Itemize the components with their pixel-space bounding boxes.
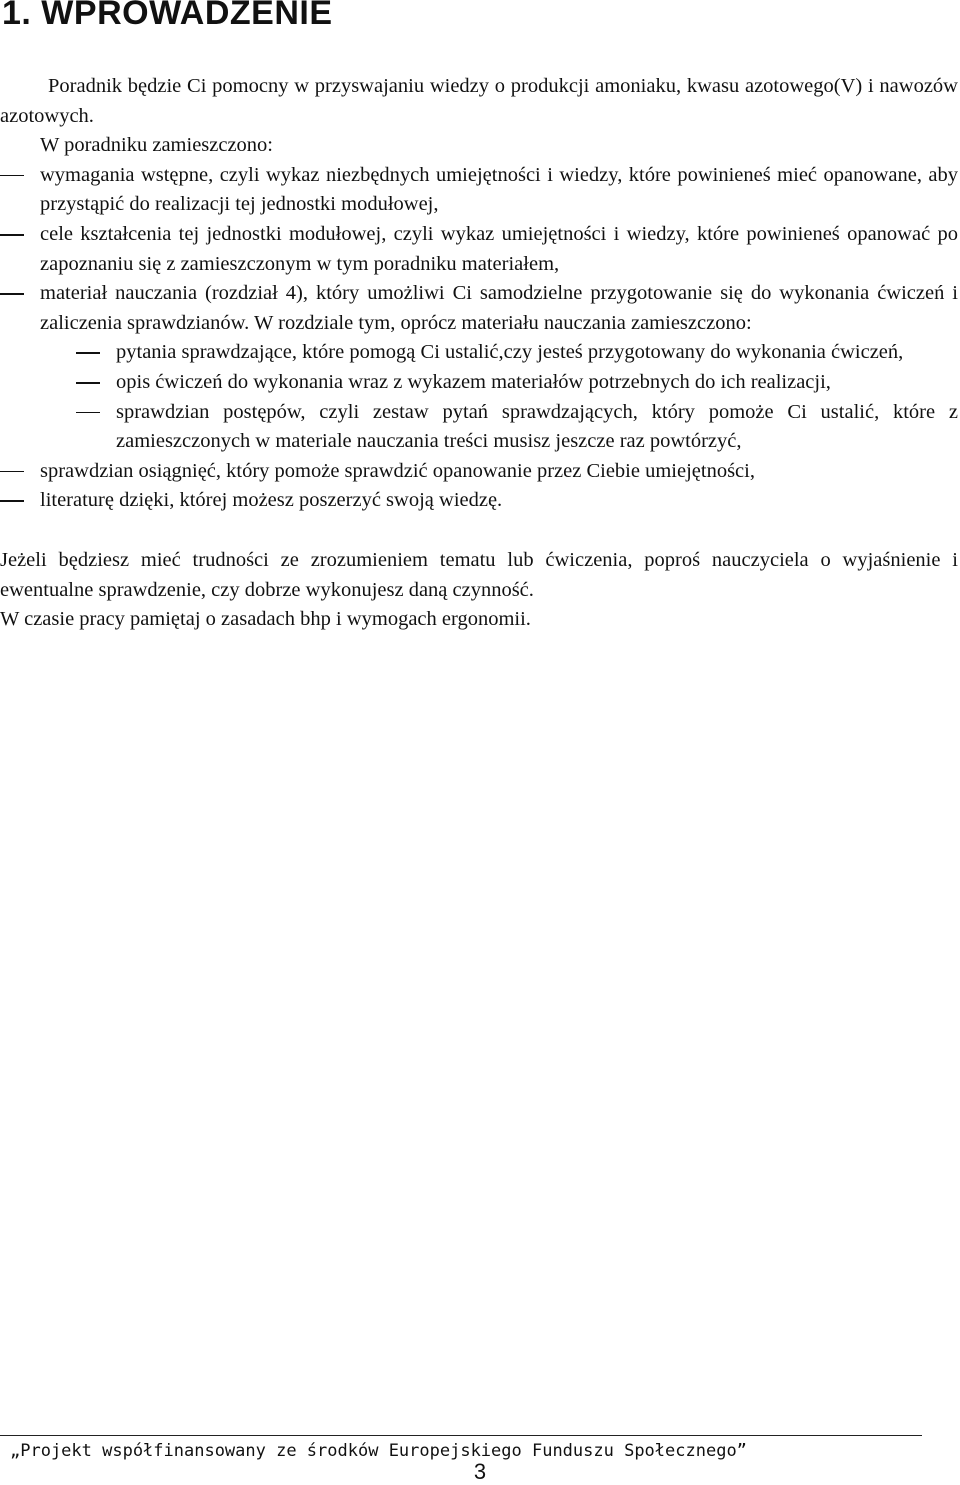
- list-item-text: materiał nauczania (rozdział 4), który umożliwi Ci samodzielne przygotowanie się do wykonania ćwiczeń i zaliczenia sprawdzianów. W rozdziale tym, oprócz materiału nauczania zamieszczono:: [40, 282, 958, 334]
- sub-list: [40, 338, 958, 456]
- list-item-text: sprawdzian osiągnięć, który pomoże sprawdzić opanowanie przez Ciebie umiejętności,: [40, 459, 755, 482]
- list-item: [0, 220, 958, 279]
- dash-bullet-icon: [0, 500, 24, 502]
- contents-list: [0, 161, 958, 516]
- footer-divider: [0, 1435, 922, 1436]
- list-item: [0, 161, 958, 220]
- page-number: 3: [473, 1459, 487, 1484]
- dash-bullet-icon: [76, 382, 100, 384]
- help-paragraph: Jeżeli będziesz mieć trudności ze zrozumieniem tematu lub ćwiczenia, poproś nauczyciela o wyjaśnienie i ewentualne sprawdzenie, czy dobrze wykonujesz daną czynność.: [0, 548, 958, 601]
- list-item-text: cele kształcenia tej jednostki modułowej, czyli wykaz umiejętności i wiedzy, które powinieneś opanować po zapoznaniu się z zamieszczonym w tym poradniku materiałem,: [40, 222, 958, 275]
- footer-note: „Projekt współfinansowany ze środków Europejskiego Funduszu Społecznego”: [10, 1441, 747, 1461]
- sub-list-item-text: sprawdzian postępów, czyli zestaw pytań sprawdzających, który pomoże Ci ustalić, które z zamieszczonych w materiale nauczania treści musisz jeszcze raz powtórzyć,: [116, 400, 958, 453]
- dash-bullet-icon: [0, 471, 24, 473]
- list-item-text: literaturę dzięki, której możesz poszerzyć swoją wiedzę.: [40, 489, 503, 512]
- dash-bullet-icon: [76, 352, 100, 354]
- list-item: [0, 486, 958, 516]
- document-body: [0, 72, 958, 635]
- sub-list-item-text: pytania sprawdzające, które pomogą Ci ustalić,czy jesteś przygotowany do wykonania ćwiczeń,: [116, 341, 904, 364]
- list-item: [0, 279, 958, 457]
- intro-paragraph: Poradnik będzie Ci pomocny w przyswajaniu wiedzy o produkcji amoniaku, kwasu azotowego(V) i nawozów azotowych.: [0, 75, 958, 127]
- dash-bullet-icon: [0, 293, 24, 295]
- list-item: [0, 457, 958, 487]
- page-heading: 1. WPROWADZENIE: [2, 0, 333, 32]
- dash-bullet-icon: [0, 234, 24, 236]
- dash-bullet-icon: [76, 412, 100, 414]
- safety-paragraph: W czasie pracy pamiętaj o zasadach bhp i wymogach ergonomii.: [0, 608, 531, 631]
- sub-list-item-text: opis ćwiczeń do wykonania wraz z wykazem materiałów potrzebnych do ich realizacji,: [116, 370, 831, 393]
- dash-bullet-icon: [0, 175, 24, 177]
- list-intro: W poradniku zamieszczono:: [40, 134, 274, 157]
- list-item-text: wymagania wstępne, czyli wykaz niezbędnych umiejętności i wiedzy, które powinieneś mieć opanowane, aby przystąpić do realizacji tej jednostki modułowej,: [40, 163, 958, 216]
- sub-list-item: [76, 368, 958, 398]
- sub-list-item: [76, 398, 958, 457]
- sub-list-item: [76, 338, 958, 368]
